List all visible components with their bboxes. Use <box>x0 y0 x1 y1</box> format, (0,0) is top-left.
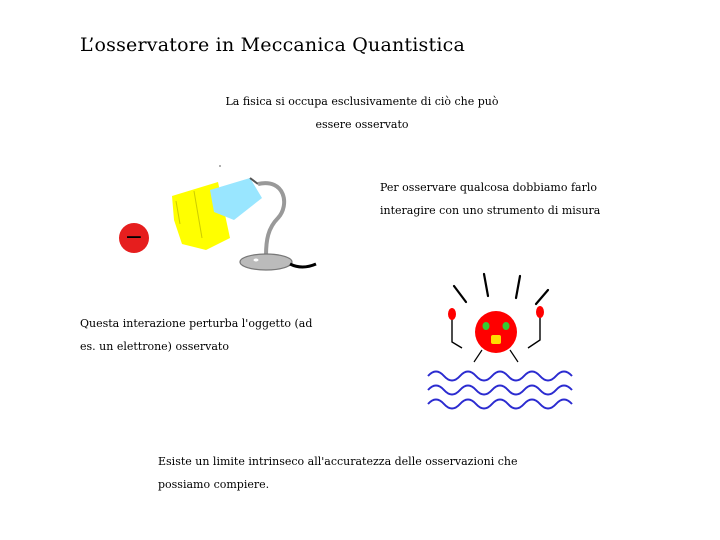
alarm-rays-icon <box>454 274 548 304</box>
waves-icon <box>428 372 572 409</box>
slide-title: L’osservatore in Meccanica Quantistica <box>80 34 465 56</box>
lamp-shade-icon <box>210 165 262 220</box>
electron-face-icon <box>474 311 518 362</box>
startled-electron-illustration <box>420 270 590 415</box>
desk-lamp-illustration <box>110 160 325 280</box>
negative-charge-icon <box>119 223 149 253</box>
accuracy-limit-statement: Esiste un limite intrinseco all'accuratezza delle osservazioni che possiamo compiere. <box>158 455 518 491</box>
measurement-statement: Per osservare qualcosa dobbiamo farlo interagire con uno strumento di misura <box>380 181 601 217</box>
lamp-arm-icon <box>258 183 284 256</box>
lamp-base-icon <box>240 254 316 270</box>
charge-symbol: − <box>124 225 144 250</box>
observable-statement: La fisica si occupa esclusivamente di ciò che può essere osservato <box>225 95 499 131</box>
perturbation-statement: Questa interazione perturba l'oggetto (ad es. un elettrone) osservato <box>80 317 313 353</box>
